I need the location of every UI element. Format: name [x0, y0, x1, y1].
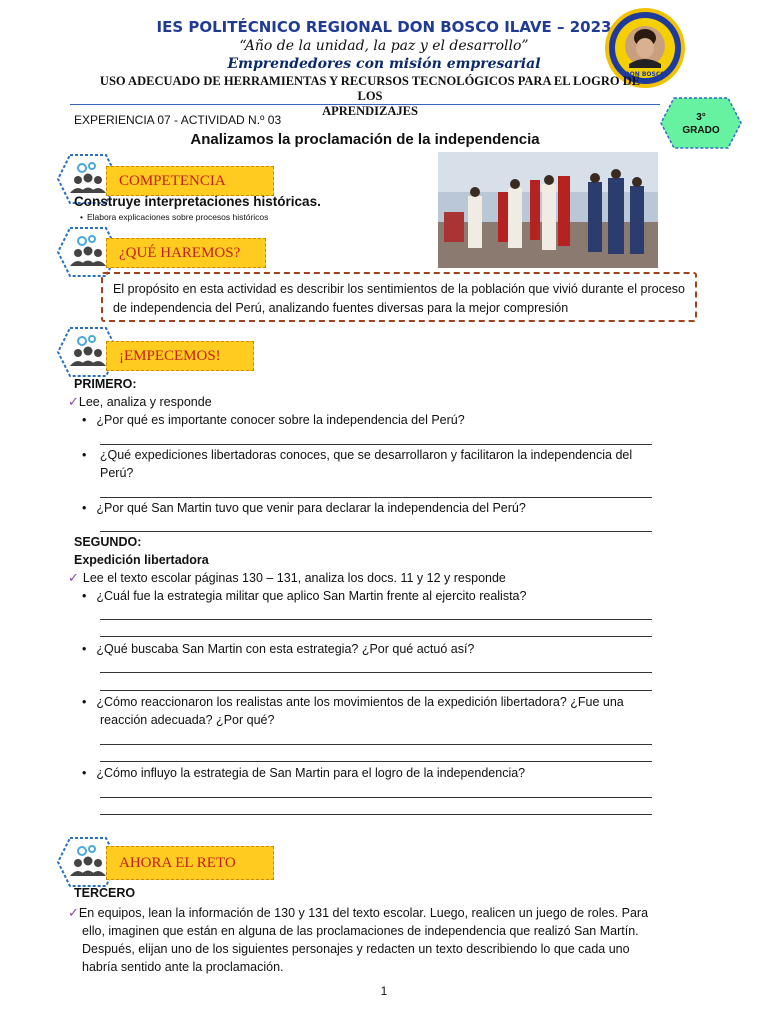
question-1-text: ¿Por qué es importante conocer sobre la independencia del Perú?: [96, 413, 465, 427]
question-3: • ¿Por qué San Martin tuvo que venir para declarar la independencia del Perú?: [82, 501, 526, 515]
reto-line-4: habría sentido ante la proclamación.: [82, 960, 284, 974]
empecemos-banner: ¡EMPECEMOS!: [106, 341, 254, 371]
question-2: • ¿Qué expediciones libertadoras conoces, que se desarrollaron y facilitaron la independencia del: [82, 448, 633, 462]
check-icon: ✓: [68, 570, 79, 585]
answer-line[interactable]: [100, 672, 652, 673]
question-4: • ¿Cuál fue la estrategia militar que aplico San Martin frente al ejercito realista?: [82, 589, 527, 603]
experience-label: EXPERIENCIA 07 - ACTIVIDAD N.º 03: [74, 113, 282, 127]
segundo-label: SEGUNDO:: [74, 535, 142, 549]
question-2-text: ¿Qué expediciones libertadoras conoces, que se desarrollaron y facilitaron la independencia del: [96, 448, 633, 462]
question-2-cont: Perú?: [100, 466, 134, 480]
grade-number: 3°: [696, 112, 706, 123]
competencia-bullet: • Elabora explicaciones sobre procesos históricos: [80, 212, 269, 222]
purpose-box: El propósito en esta actividad es describir los sentimientos de la población que vivió durante el proceso de independencia del Perú, analizando fuentes diversas para la mejor compresión: [101, 272, 697, 322]
reto-text: [68, 904, 668, 976]
subtitle-line-1: USO ADECUADO DE HERRAMIENTAS Y RECURSOS TECNOLÓGICOS PARA EL LOGRO DE LOS: [99, 74, 641, 103]
tagline: Emprendedores con misión empresarial: [227, 56, 541, 72]
question-7-text: ¿Cómo influyo la estrategia de San Martin para el logro de la independencia?: [96, 766, 526, 780]
reto-line-1: En equipos, lean la información de 130 y 131 del texto escolar. Luego, realicen un juego de roles. Para: [78, 906, 649, 920]
segundo-subtitle: Expedición libertadora: [74, 553, 209, 567]
tercero-label: TERCERO: [74, 886, 136, 900]
answer-line[interactable]: [100, 636, 652, 637]
question-4-text: ¿Cuál fue la estrategia militar que aplico San Martin frente al ejercito realista?: [96, 589, 527, 603]
reto-banner: AHORA EL RETO: [106, 846, 274, 880]
question-5: • ¿Qué buscaba San Martin con esta estrategia? ¿Por qué actuó así?: [82, 642, 475, 656]
segundo-instruction-text: Lee el texto escolar páginas 130 – 131, analiza los docs. 11 y 12 y responde: [82, 571, 506, 585]
question-5-text: ¿Qué buscaba San Martin con esta estrategia? ¿Por qué actuó así?: [96, 642, 475, 656]
question-6-text: ¿Cómo reaccionaron los realistas ante los movimientos de la expedición libertadora? ¿Fue una: [96, 695, 624, 709]
motto: “Año de la unidad, la paz y el desarrollo”: [239, 38, 529, 54]
haremos-banner: ¿QUÉ HAREMOS?: [106, 238, 266, 268]
grade-label: GRADO: [682, 125, 720, 136]
page-title: Analizamos la proclamación de la independencia: [190, 131, 540, 148]
proclamation-painting: [438, 152, 658, 268]
competencia-bullet-text: Elabora explicaciones sobre procesos históricos: [86, 212, 269, 222]
check-icon: ✓: [68, 905, 79, 920]
competencia-heading: Construye interpretaciones históricas.: [74, 194, 321, 209]
question-3-text: ¿Por qué San Martin tuvo que venir para declarar la independencia del Perú?: [96, 501, 526, 515]
school-name: IES POLITÉCNICO REGIONAL DON BOSCO ILAVE – 2023: [156, 18, 612, 36]
reto-line-2: ello, imaginen que están en alguna de las proclamaciones de independencia que realizó San Martín.: [82, 924, 639, 938]
primero-label: PRIMERO:: [74, 377, 137, 391]
question-1: • ¿Por qué es importante conocer sobre la independencia del Perú?: [82, 413, 465, 427]
competencia-banner: COMPETENCIA: [106, 166, 274, 196]
page-number: 1: [380, 984, 388, 998]
primero-instruction-text: Lee, analiza y responde: [78, 395, 212, 409]
question-6-cont: reacción adecuada? ¿Por qué?: [100, 713, 275, 727]
answer-line[interactable]: [100, 814, 652, 815]
subtitle-line-2: APRENDIZAJES: [322, 104, 418, 118]
answer-line[interactable]: [100, 531, 652, 532]
reto-line-3: Después, elijan uno de los siguientes personajes y redacten un texto describiendo lo que cada uno: [82, 942, 630, 956]
question-6: • ¿Cómo reaccionaron los realistas ante los movimientos de la expedición libertadora? ¿Fue una: [82, 695, 624, 709]
answer-line[interactable]: [100, 444, 652, 445]
answer-line[interactable]: [100, 497, 652, 498]
answer-line[interactable]: [100, 761, 652, 762]
answer-line[interactable]: [100, 744, 652, 745]
header-divider: [70, 104, 660, 105]
check-icon: ✓: [68, 394, 79, 409]
segundo-instruction: [68, 569, 506, 587]
question-7: • ¿Cómo influyo la estrategia de San Martin para el logro de la independencia?: [82, 766, 526, 780]
answer-line[interactable]: [100, 690, 652, 691]
answer-line[interactable]: [100, 797, 652, 798]
answer-line[interactable]: [100, 619, 652, 620]
svg-text:DON BOSCO: DON BOSCO: [624, 71, 666, 78]
primero-instruction: [68, 393, 212, 411]
